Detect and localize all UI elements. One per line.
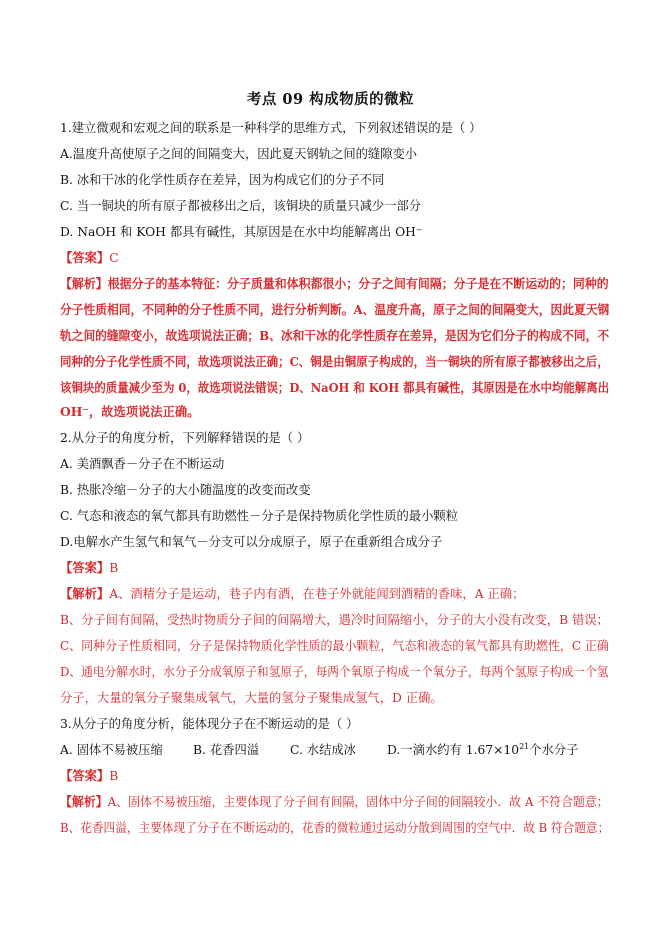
question-3-option-d [387,742,578,758]
question-1-analysis-line: 该铜块的质量减少至为 0，故选项说法错误；D、NaOH 和 KOH 都具有碱性，其原因是在水中均能解离出 [60,380,610,395]
question-2-analysis-line: B、分子间有间隔，受热时物质分子间的间隔增大，遇冷时间隔缩小，分子的大小没有改变，B 错误； [60,613,609,627]
answer-tag: 【答案】 [60,768,110,783]
question-3-option-b: B. 花香四溢 [193,743,260,757]
option-d-text-end: 个水分子 [529,743,579,757]
question-2-answer [60,560,118,576]
question-3-answer [60,768,118,784]
question-3-stem: 3.从分子的角度分析，能体现分子在不断运动的是（ ） [60,717,359,731]
answer-value: B [109,561,119,575]
question-1-analysis-line: OH⁻，故选项说法正确。 [60,404,200,419]
question-3-option-a: A. 固体不易被压缩 [60,743,163,757]
question-1-option-d: D. NaOH 和 KOH 都具有碱性，其原因是在水中均能解离出 OH⁻ [60,225,423,239]
question-1-analysis-line: 分子性质相同，不同种的分子性质不同，进行分析判断。A、温度升高，原子之间的间隔变大，因此夏天钢 [60,302,610,317]
page-title: 考点 09 构成物质的微粒 [246,91,415,108]
question-3-option-c: C. 水结成冰 [290,743,356,757]
question-1-analysis-line: 同种的分子化学性质不同，故选项说法正确；C、铜是由铜原子构成的，当一铜块的所有原子都被移出之后， [60,354,609,369]
analysis-text: 根据分子的基本特征：分子质量和体积都很小；分子之间有间隔；分子是在不断运动的；同种的 [107,276,609,291]
analysis-tag: 【解析】 [60,586,110,601]
answer-tag: 【答案】 [60,560,110,575]
question-1-analysis-line [60,276,609,292]
question-3-analysis-line [60,794,609,810]
answer-value: C [109,251,119,265]
question-2-stem: 2.从分子的角度分析，下列解释错误的是（ ） [60,431,310,445]
question-2-option-c: C. 气态和液态的氧气都具有助燃性－分子是保持物质化学性质的最小颗粒 [60,509,458,523]
analysis-text: A、酒精分子是运动，巷子内有酒，在巷子外就能闻到酒精的香味，A 正确； [109,587,525,601]
question-1-option-b: B. 冰和干冰的化学性质存在差异，因为构成它们的分子不同 [60,173,385,187]
question-2-analysis-line [60,586,524,602]
question-2-analysis-line: C、同种分子性质相同，分子是保持物质化学性质的最小颗粒，气态和液态的氧气都具有助燃性，C 正确 [60,639,609,653]
question-1-option-c: C. 当一铜块的所有原子都被移出之后，该铜块的质量只减少一部分 [60,199,422,213]
question-3-analysis-line: B、花香四溢，主要体现了分子在不断运动的，花香的微粒通过运动分散到周围的空气中．故 B 符合题意； [60,821,610,835]
option-d-exponent: 21 [519,742,530,751]
answer-tag: 【答案】 [60,250,110,265]
answer-value: B [109,769,119,783]
question-2-analysis-line: 分子，大量的氧分子聚集成氧气，大量的氢分子聚集成氢气，D 正确。 [60,691,443,705]
analysis-tag: 【解析】 [60,276,108,291]
question-1-answer [60,250,119,266]
question-2-option-d: D.电解水产生氢气和氧气－分支可以分成原子，原子在重新组合成分子 [60,535,443,549]
question-1-stem: 1.建立微观和宏观之间的联系是一种科学的思维方式，下列叙述错误的是（ ） [60,121,482,135]
question-2-option-b: B. 热胀冷缩－分子的大小随温度的改变而改变 [60,483,311,497]
question-2-option-a: A. 美酒飘香－分子在不断运动 [60,457,225,471]
question-1-analysis-line: 轨之间的缝隙变小，故选项说法正确；B、冰和干冰的化学性质存在差异，是因为它们分子的构成不同，不 [60,328,610,343]
analysis-tag: 【解析】 [60,794,108,809]
question-2-analysis-line: D、通电分解水时，水分子分成氧原子和氢原子，每两个氧原子构成一个氧分子，每两个氢原子构成一个氢 [60,665,609,679]
question-1-option-a: A.温度升高使原子之间的间隔变大，因此夏天钢轨之间的缝隙变小 [60,147,418,161]
analysis-text: A、固体不易被压缩，主要体现了分子间有间隔，固体中分子间的间隔较小．故 A 不符合题意； [107,795,609,809]
option-d-text: D.一滴水约有 1.67×10 [387,743,520,757]
